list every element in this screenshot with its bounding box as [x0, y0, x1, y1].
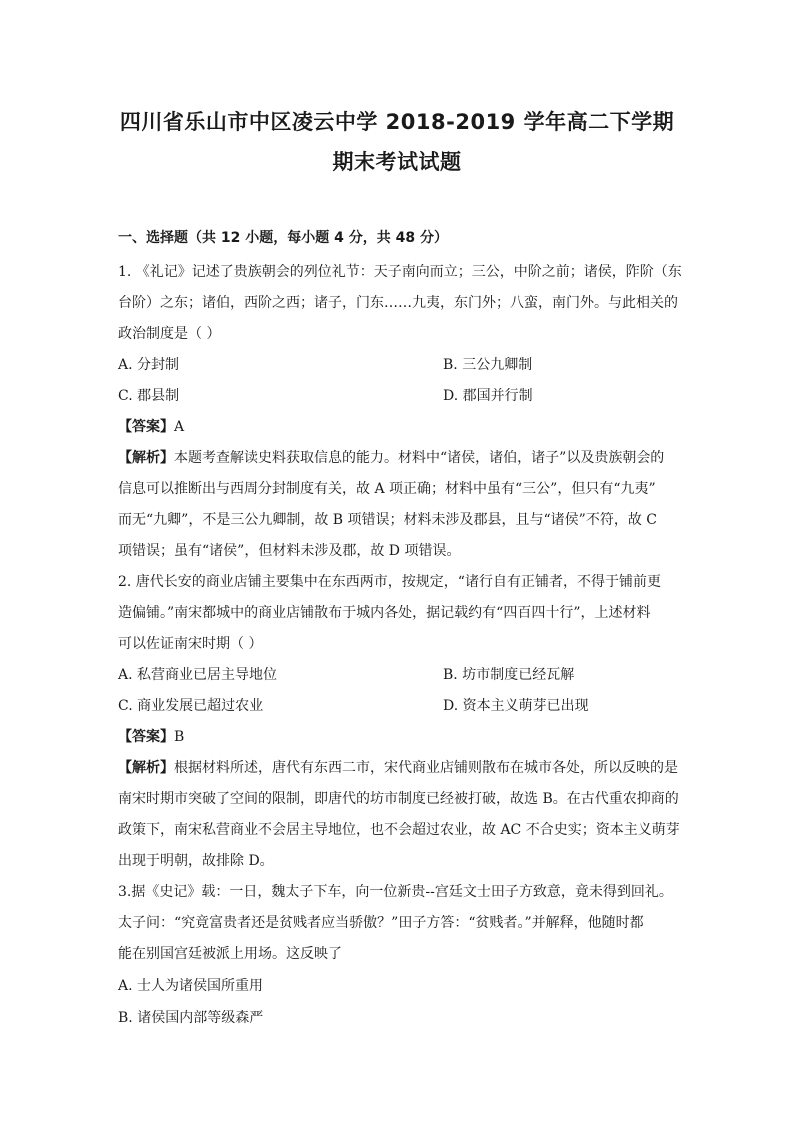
q2-answer-label: 【答案】 [118, 729, 174, 745]
q1-stem-line1: 1. 《礼记》记述了贵族朝会的列位礼节：天子南向而立；三公，中阶之前；诸侯，阼阶（东 [118, 264, 682, 280]
q2-stem-line1: 2. 唐代长安的商业店铺主要集中在东西两市，按规定，“诸行自有正铺者，不得于铺前更 [118, 574, 661, 590]
q1-analysis-line1 [118, 448, 678, 468]
section-heading: 一、选择题（共 12 小题，每小题 4 分，共 48 分） [118, 230, 448, 246]
q2-stem-line3: 可以佐证南宋时期（ ） [118, 636, 263, 652]
q2-analysis-text1: 根据材料所述，唐代有东西二市，宋代商业店铺则散布在城市各处，所以反映的是 [174, 760, 678, 776]
q2-answer [118, 727, 678, 747]
q1-analysis-line2: 信息可以推断出与西周分封制度有关，故 A 项正确；材料中虽有“三公”，但只有“九夷” [118, 481, 656, 497]
q2-option-a: A. 私营商业已居主导地位 [118, 667, 278, 683]
q1-answer [118, 417, 678, 437]
q1-option-b: B. 三公九卿制 [443, 357, 533, 373]
q1-option-c: C. 郡县制 [118, 388, 180, 404]
q2-analysis-line1 [118, 758, 678, 778]
q1-analysis-label: 【解析】 [118, 450, 174, 466]
q2-analysis-line4: 出现于明朝，故排除 D。 [118, 853, 274, 869]
q1-analysis-text1: 本题考查解读史料获取信息的能力。材料中“诸侯，诸伯，诸子”以及贵族朝会的 [174, 450, 665, 466]
q1-answer-value: A [174, 419, 185, 435]
q3-stem-line1: 3.据《史记》载：一日，魏太子下车，向一位新贵--宫廷文士田子方致意，竟未得到回礼。 [118, 884, 673, 900]
q2-analysis-label: 【解析】 [118, 760, 174, 776]
q2-option-b: B. 坊市制度已经瓦解 [443, 667, 575, 683]
document-title-line2: 期末考试试题 [332, 150, 462, 174]
q2-option-d: D. 资本主义萌芽已出现 [443, 698, 589, 714]
document-title-line1: 四川省乐山市中区凌云中学 2018-2019 学年高二下学期 [119, 110, 675, 134]
q3-stem-line2: 太子问：“究竟富贵者还是贫贱者应当骄傲？”田子方答：“贫贱者。”并解释，他随时都 [118, 915, 644, 931]
q1-option-d: D. 郡国并行制 [443, 388, 533, 404]
q2-analysis-line3: 政策下，南宋私营商业不会居主导地位，也不会超过农业，故 AC 不合史实；资本主义萌芽 [118, 822, 680, 838]
q2-answer-value: B [174, 729, 185, 745]
q1-option-a: A. 分封制 [118, 357, 180, 373]
q1-answer-label: 【答案】 [118, 419, 174, 435]
q1-stem-line3: 政治制度是（ ） [118, 326, 221, 342]
q2-stem-line2: 造偏铺。”南宋都城中的商业店铺散布于城内各处，据记载约有“四百四十行”，上述材料 [118, 605, 651, 621]
q1-stem-line2: 台阶）之东；诸伯，西阶之西；诸子，门东……九夷，东门外；八蛮，南门外。与此相关的 [118, 295, 678, 311]
q3-option-b: B. 诸侯国内部等级森严 [118, 1010, 264, 1026]
q2-analysis-line2: 南宋时期市突破了空间的限制，即唐代的坊市制度已经被打破，故选 B。在古代重农抑商的 [118, 791, 679, 807]
q3-stem-line3: 能在别国宫廷被派上用场。这反映了 [118, 946, 342, 962]
q3-option-a: A. 士人为诸侯国所重用 [118, 978, 264, 994]
q2-option-c: C. 商业发展已超过农业 [118, 698, 264, 714]
q1-analysis-line4: 项错误；虽有“诸侯”，但材料未涉及郡，故 D 项错误。 [118, 543, 461, 559]
q1-analysis-line3: 而无“九卿”，不是三公九卿制，故 B 项错误；材料未涉及郡县，且与“诸侯”不符，故 C [118, 512, 657, 528]
